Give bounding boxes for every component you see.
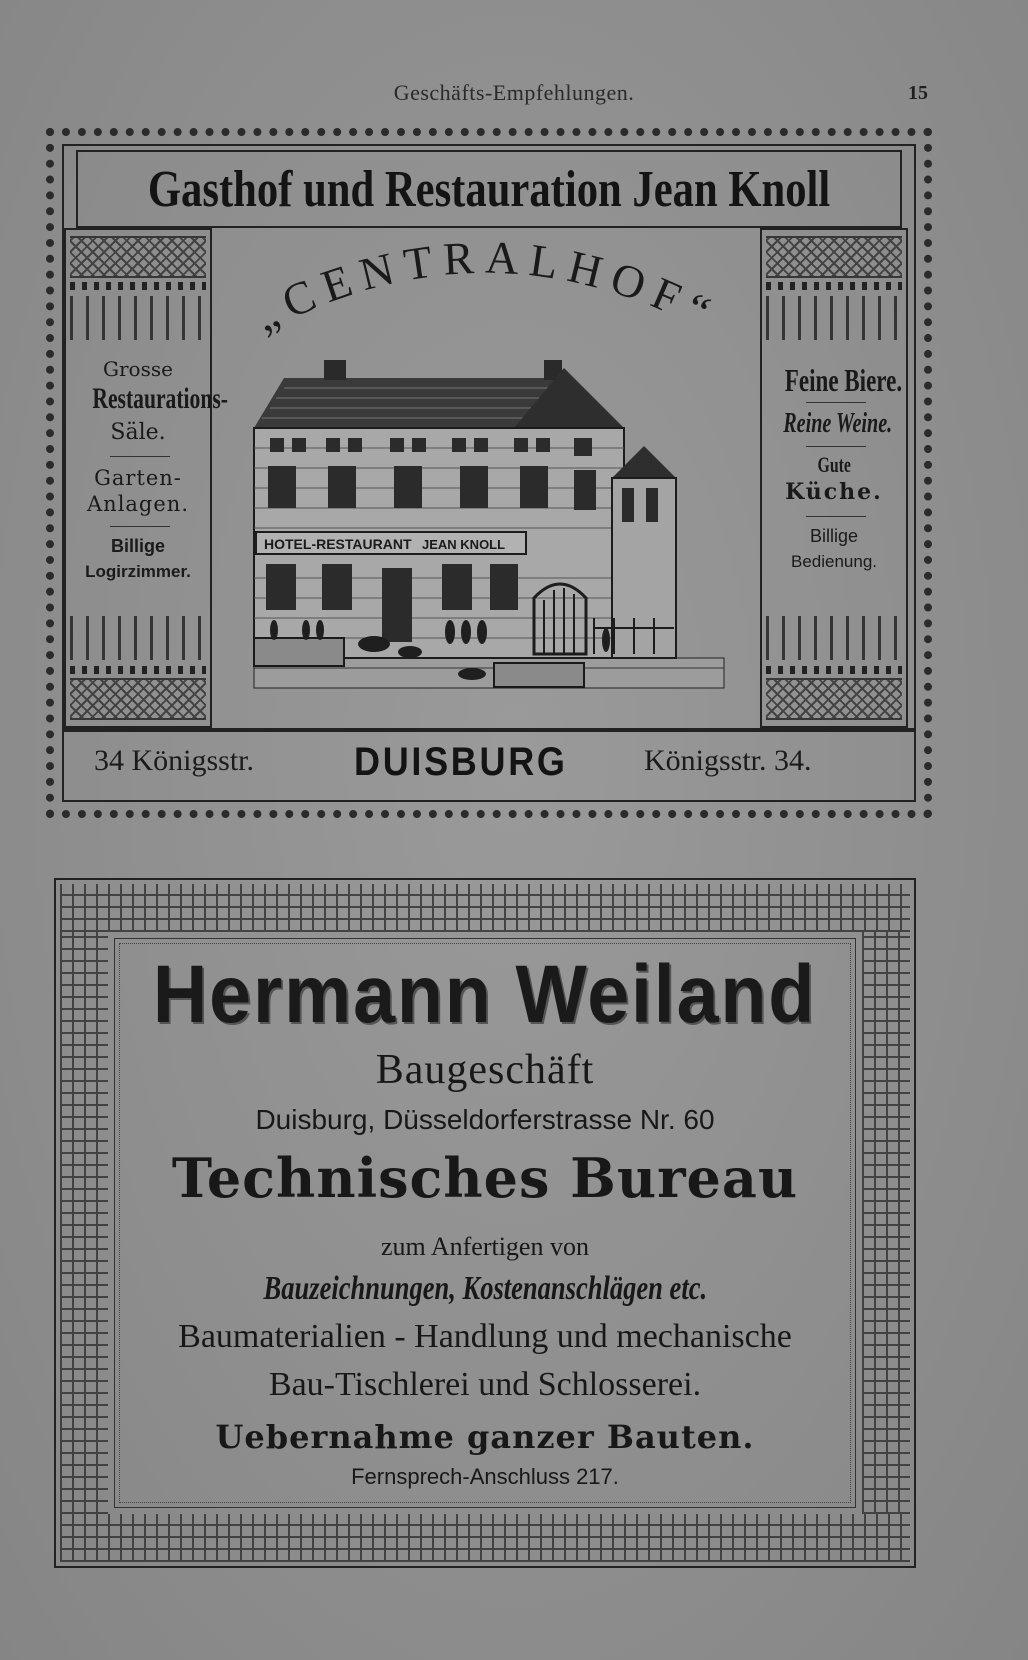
left-column-panel <box>64 228 228 728</box>
running-head: Geschäfts-Empfehlungen. <box>393 80 635 105</box>
ornament-dots <box>70 282 206 290</box>
services-text: Bauzeichnungen, Kostenanschlägen etc. <box>263 1270 707 1307</box>
centralhof-arc-heading <box>214 228 758 348</box>
ad-title-box <box>76 150 902 228</box>
materials-line: Baumaterialien - Handlung und mechanische <box>178 1318 792 1355</box>
ornament-band <box>766 678 902 720</box>
svg-text:„CENTRALHOF“ <box>245 231 727 341</box>
carpentry-line: Bau-Tischlerei und Schlosserei. <box>268 1366 702 1403</box>
left-line-2 <box>66 382 228 417</box>
hotel-illustration <box>214 228 758 728</box>
services-line <box>54 1270 916 1308</box>
advertisement-jean-knoll <box>46 128 932 818</box>
right-line-3-text: Gute <box>817 452 851 477</box>
page-number: 15 <box>908 82 928 104</box>
address-left: 34 Königsstr. <box>94 744 255 777</box>
right-line-1 <box>762 362 906 399</box>
greek-key-border <box>60 884 910 932</box>
right-line-4: Küche. <box>785 479 883 505</box>
separator <box>806 402 866 403</box>
ornament-dots <box>766 666 902 674</box>
sign-hotel-restaurant: HOTEL-RESTAURANT <box>264 536 412 552</box>
greek-key-border <box>60 1514 910 1562</box>
purpose-line: zum Anfertigen von <box>381 1232 589 1261</box>
left-line-1: Grosse <box>103 357 173 381</box>
advertisement-hermann-weiland <box>54 878 916 1568</box>
ornament-spindles <box>70 296 206 340</box>
ornament-spindles <box>766 296 902 340</box>
company-address: Duisburg, Düsseldorferstrasse Nr. 60 <box>255 1104 715 1135</box>
address-right: Königsstr. 34. <box>644 744 812 777</box>
company-name-text: Hermann Weiland <box>153 949 817 1040</box>
ornament-dots <box>766 282 902 290</box>
right-line-3 <box>762 452 906 477</box>
phone-line: Fernsprech-Anschluss 217. <box>351 1464 619 1489</box>
left-line-6: Billige <box>110 536 165 556</box>
ornament-band <box>70 678 206 720</box>
ornament-spindles <box>766 616 902 660</box>
right-line-2-text: Reine Weine. <box>783 408 893 439</box>
city-name: DUISBURG <box>354 740 568 784</box>
address-row <box>64 730 914 790</box>
left-line-7: Logirzimmer. <box>85 562 191 581</box>
left-line-4: Garten- <box>94 466 182 490</box>
ad-title: Gasthof und Restauration Jean Knoll <box>147 160 831 218</box>
company-name <box>54 948 916 1042</box>
centralhof-text: „CENTRALHOF“ <box>245 231 727 342</box>
separator <box>806 446 866 447</box>
ornament-band <box>766 236 902 278</box>
bureau-heading: Technisches Bureau <box>171 1146 799 1210</box>
right-line-1-text: Feine Biere. <box>784 362 903 398</box>
ornament-spindles <box>70 616 206 660</box>
ornament-dots <box>70 666 206 674</box>
separator <box>806 516 866 517</box>
left-line-5: Anlagen. <box>87 492 189 516</box>
business-type: Baugeschäft <box>375 1047 595 1093</box>
sign-jean-knoll: JEAN KNOLL <box>422 537 506 552</box>
right-line-6: Bedienung. <box>790 552 878 571</box>
separator <box>110 456 170 457</box>
takeover-line: Uebernahme ganzer Bauten. <box>215 1418 755 1456</box>
right-line-5: Billige <box>809 526 859 546</box>
right-column-panel <box>760 228 908 728</box>
building-drawing <box>214 338 758 728</box>
left-line-2-text: Restaurations- <box>92 382 228 415</box>
left-line-3: Säle. <box>110 420 166 445</box>
right-line-2 <box>762 408 906 440</box>
ornament-band <box>70 236 206 278</box>
separator <box>110 526 170 527</box>
